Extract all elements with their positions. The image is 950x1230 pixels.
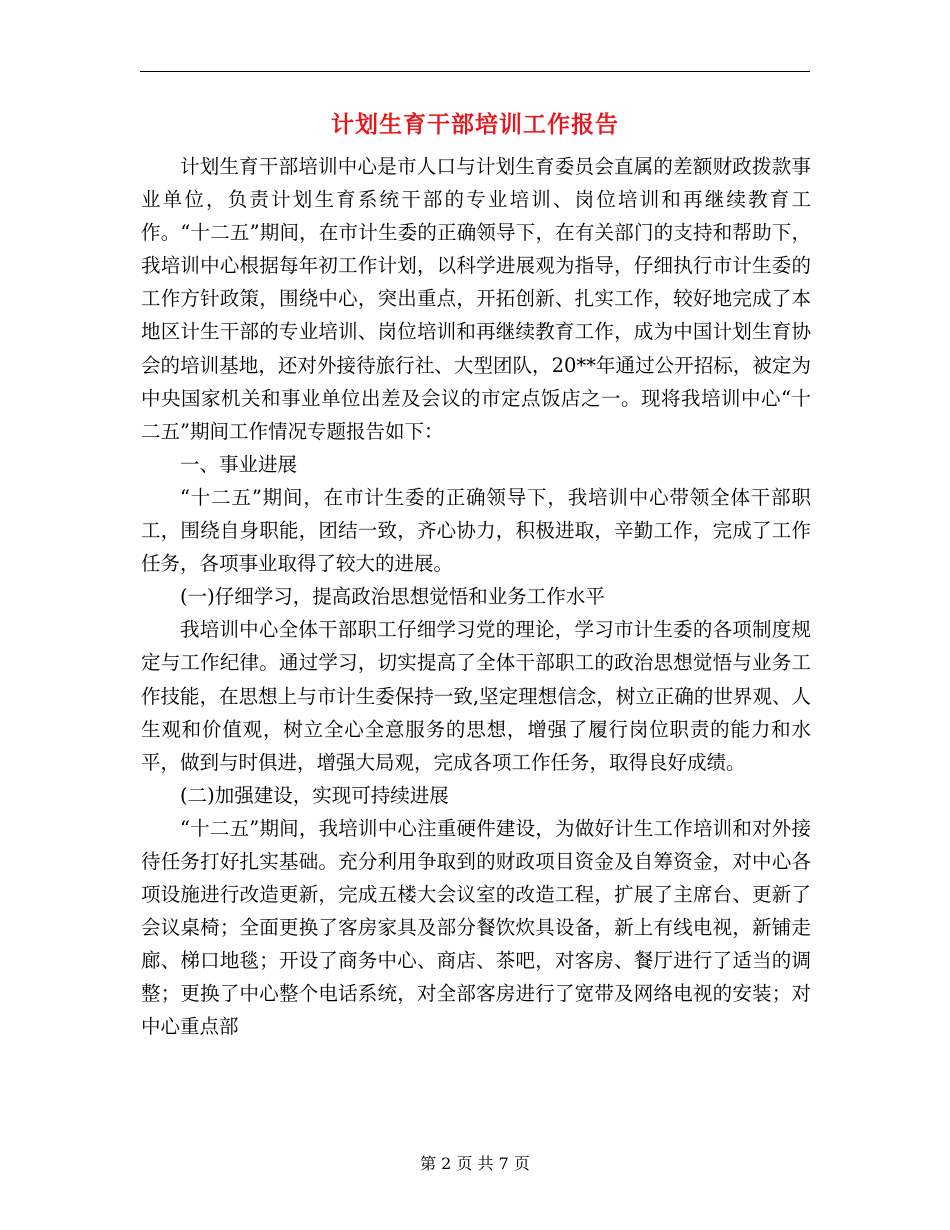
- paragraph-subsection-2: “十二五”期间，我培训中心注重硬件建设，为做好计生工作培训和对外接待任务打好扎实基础。充分利用争取到的财政项目资金及自筹资金，对中心各项设施进行改造更新，完成五楼大会议室的改造工程，扩展了主席台、更新了会议桌椅；全面更换了客房家具及部分餐饮炊具设备，新上有线电视，新铺走廊、梯口地毯；开设了商务中心、商店、茶吧，对客房、餐厅进行了适当的调整；更换了中心整个电话系统，对全部客房进行了宽带及网络电视的安装；对中心重点部: [141, 816, 811, 1039]
- subsection-heading-2: (二)加强建设，实现可持续进展: [180, 783, 449, 807]
- document-title: 计划生育干部培训工作报告: [331, 111, 619, 138]
- header-rule: [140, 71, 810, 72]
- paragraph-intro: 计划生育干部培训中心是市人口与计划生育委员会直属的差额财政拨款事业单位，负责计划生育系统干部的专业培训、岗位培训和再继续教育工作。“十二五”期间，在市计生委的正确领导下，在有关部门的支持和帮助下，我培训中心根据每年初工作计划，以科学进展观为指导，仔细执行市计生委的工作方针政策，围绕中心，突出重点，开拓创新、扎实工作，较好地完成了本地区计生干部的专业培训、岗位培训和再继续教育工作，成为中国计划生育协会的培训基地，还对外接待旅行社、大型团队，20**年通过公开招标，被定为中央国家机关和事业单位出差及会议的市定点饭店之一。现将我培训中心“十二五”期间工作情况专题报告如下：: [141, 155, 811, 443]
- subsection-heading-1: (一)仔细学习，提高政治思想觉悟和业务工作水平: [180, 585, 605, 609]
- paragraph-subsection-1: 我培训中心全体干部职工仔细学习党的理论，学习市计生委的各项制度规定与工作纪律。通过学习，切实提高了全体干部职工的政治思想觉悟与业务工作技能，在思想上与市计生委保持一致,坚定理想信念，树立正确的世界观、人生观和价值观，树立全心全意服务的思想，增强了履行岗位职责的能力和水平，做到与时俱进，增强大局观，完成各项工作任务，取得良好成绩。: [141, 618, 811, 774]
- paragraph-section-1: “十二五”期间，在市计生委的正确领导下，我培训中心带领全体干部职工，围绕自身职能，团结一致，齐心协力，积极进取，辛勤工作，完成了工作任务，各项事业取得了较大的进展。: [141, 485, 811, 576]
- document-body: [141, 150, 811, 1044]
- section-heading-1: 一、事业进展: [180, 452, 298, 476]
- page-footer: 第 2 页 共 7 页: [420, 1154, 530, 1173]
